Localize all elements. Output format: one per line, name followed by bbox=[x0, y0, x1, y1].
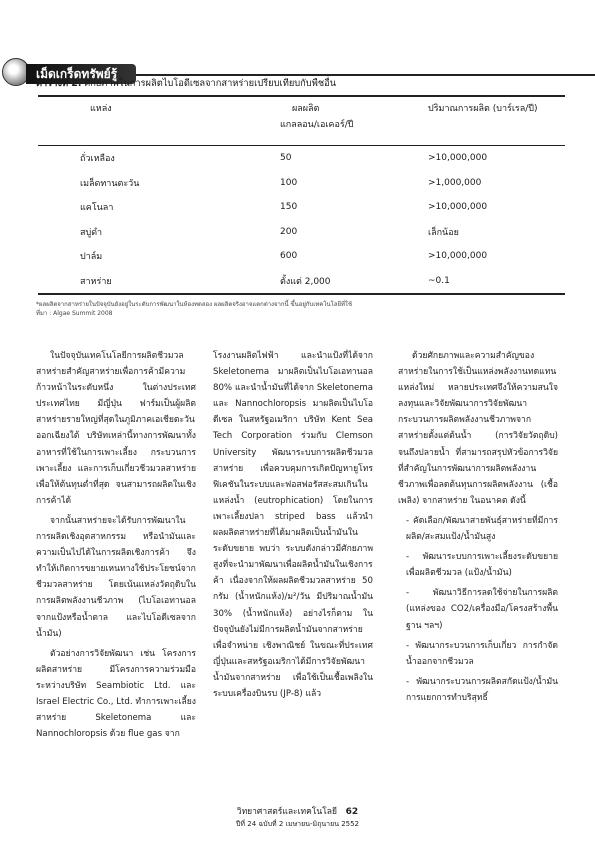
list-item: - พัฒนากระบวนการเก็บเกี่ยว การกำจัดน้ำออกจากชีวมวล bbox=[406, 640, 558, 667]
article-column-2 bbox=[213, 348, 373, 706]
cell-source: สาหร่าย bbox=[38, 269, 280, 295]
cell-source: สบู่ดำ bbox=[80, 227, 103, 238]
table-row bbox=[38, 269, 565, 295]
article-column-1 bbox=[36, 348, 196, 746]
page-number: 62 bbox=[345, 807, 359, 817]
cell-source: แคโนลา bbox=[80, 203, 114, 214]
list-item: - พัฒนาระบบการเพาะเลี้ยงระดับขยายเพื่อผลิตชีวมวล (แป้ง/น้ำมัน) bbox=[406, 552, 558, 579]
issue-info: ปีที่ 24 ฉบับที่ 2 เมษายน-มิถุนายน 2552 bbox=[235, 820, 360, 828]
cell-capacity: เล็กน้อย bbox=[428, 227, 459, 238]
table-row bbox=[38, 244, 565, 269]
paragraph: จากนั้นสาหร่ายจะได้รับการพัฒนาในการผลิตเชิงอุตสาหกรรม หรือนำมันและความเป็นไปได้ในการผลิตเชิงการค้า จึงทำให้เกิดการขยายเหนทางใช้ประโยชน์จากชีวมวลสาหร่าย โดยเน้นแหล่งวัตถุดิบในการผลิตพลังงานชีวภาพ (ไบโอเอทานอลจากแป้งหรือน้ำตาล และไบโอดีเซลจากน้ำมัน) bbox=[36, 515, 196, 639]
cell-source: ปาล์ม bbox=[80, 252, 103, 263]
footnote-source: ที่มา : Algae Summit 2008 bbox=[36, 310, 113, 317]
cell-capacity: >10,000,000 bbox=[428, 153, 488, 164]
header-yield-line1: ผลผลิต bbox=[292, 104, 320, 114]
page-footer bbox=[0, 804, 595, 830]
footer-line-1 bbox=[0, 804, 595, 818]
header-source: แหล่ง bbox=[38, 96, 280, 146]
table-row bbox=[38, 146, 565, 171]
footnote-note: *ผลผลิตจากสาหร่ายในปัจจุบันยังอยู่ในระดับการพัฒนาในห้องทดลอง ผลผลิตจริงอาจแตกต่างจากนี้ ขึ้นอยู่กับเทคโนโลยีที่ใช้ bbox=[36, 301, 353, 308]
cell-yield: 150 bbox=[280, 202, 298, 213]
table-footnote bbox=[36, 300, 556, 318]
page-header bbox=[0, 30, 595, 81]
article-column-3 bbox=[398, 348, 558, 710]
biodiesel-comparison-table bbox=[38, 95, 565, 295]
header-yield bbox=[280, 96, 390, 146]
cell-yield: 200 bbox=[280, 226, 298, 237]
cell-yield: 600 bbox=[280, 251, 298, 262]
header-capacity: ปริมาณการผลิต (บาร์เรล/ปี) bbox=[390, 96, 565, 146]
section-label: เม็ดเกร็ดทรัพย์รู้ bbox=[26, 64, 136, 84]
cell-capacity: >1,000,000 bbox=[428, 177, 482, 188]
cell-source: เมล็ดทานตะวัน bbox=[80, 178, 140, 189]
journal-name: วิทยาศาสตร์และเทคโนโลยี bbox=[236, 807, 337, 817]
cell-yield: 100 bbox=[280, 177, 298, 188]
header-yield-line2: แกลลอน/เอเคอร์/ปี bbox=[280, 120, 354, 130]
table-header-row bbox=[38, 96, 565, 146]
table-caption-number: ตารางที่ 2. bbox=[36, 78, 82, 89]
paragraph: ในปัจจุบันเทคโนโลยีการผลิตชีวมวลสาหร่ายสำคัญสาหร่ายเพื่อการค้ามีความก้าวหน้าในระดับหนึ่ง ในต่างประเทศ ประเทศไทย มีญี่ปุ่น ฟาร์มเป็นผู้ผลิตสาหร่ายรายใหญ่ที่สุดในภูมิภาคเอเชียตะวันออกเฉียงใต้ บริษัทเหล่านี้ทางการพัฒนาทั้งอาหารที่ใช้ในการเพาะเลี้ยง กระบวนการเพาะเลี้ยง และการเก็บเกี่ยวชีวมวลสาหร่าย เพื่อให้ต้นทุนต่ำที่สุด จนสามารถผลิตในเชิงการค้าได้ bbox=[36, 351, 196, 506]
cell-capacity: >10,000,000 bbox=[428, 202, 488, 213]
table-caption bbox=[36, 76, 566, 91]
paragraph: ตัวอย่างการวิจัยพัฒนา เช่น โครงการผลิตสาหร่าย มีโครงการความร่วมมือระหว่างบริษัท Seambiotic Ltd. และ Israel Electric Co., Ltd. ทำการเพาะเลี้ยงสาหร่าย Skeletonema และ Nannochloropsis ด้วย flue gas จาก bbox=[36, 648, 196, 740]
list-item: - คัดเลือก/พัฒนาสายพันธุ์สาหร่ายที่มีการผลิต/สะสมแป้ง/น้ำมันสูง bbox=[406, 515, 558, 543]
list-item: - พัฒนาวิธีการลดใช้จ่ายในการผลิต (แหล่งของ CO2/เครื่องมือ/โครงสร้างพื้นฐาน ฯลฯ) bbox=[406, 588, 558, 631]
table-row bbox=[38, 195, 565, 220]
paragraph: ด้วยศักยภาพและความสำคัญของสาหร่ายในการใช้เป็นแหล่งพลังงานทดแทนแหล่งใหม่ หลายประเทศจึงให้ความสนใจลงทุนและวิจัยพัฒนาการวิจัยพัฒนากระบวนการผลิตพลังงานชีวภาพจากสาหร่ายตั้งแต่ต้นน้ำ (การวิจัยวัตถุดิบ) จนถึงปลายน้ำ ที่สามารถสรุปหัวข้อการวิจัยที่สำคัญในการพัฒนาการผลิตพลังงานชีวภาพเพื่อลดต้นทุนการผลิตพลังงาน (เชื้อเพลิง) จากสาหร่าย ในอนาคต ดังนี้ bbox=[398, 351, 558, 506]
cell-capacity: ~0.1 bbox=[390, 269, 565, 295]
cell-capacity: >10,000,000 bbox=[428, 251, 488, 262]
cell-yield: 50 bbox=[280, 153, 292, 164]
table-caption-text: ศักยภาพในการผลิตไบโอดีเซลจากสาหร่ายเปรียบเทียบกับพืชอื่น bbox=[84, 78, 337, 89]
table-row bbox=[38, 171, 565, 196]
table-row bbox=[38, 220, 565, 245]
list-item: - พัฒนากระบวนการผลิตสกัดแป้ง/น้ำมัน การแยกการทำบริสุทธิ์ bbox=[406, 676, 558, 703]
paragraph: โรงงานผลิตไฟฟ้า และนำแป้งที่ได้จาก Skeletonema มาผลิตเป็นไบโอเอทานอล 80% และนำน้ำมันที่ได้จาก Skeletonema และ Nannochloropsis มาผลิตเป็นไบโอดีเซล ในสหรัฐอเมริกา บริษัท Kent Sea Tech Corporation ร่วมกับ Clemson University พัฒนาระบบการผลิตชีวมวลสาหร่าย เพื่อควบคุมการเกิดปัญหายูโทรฟิเคชันในระบบและฟอสฟอรัสสะสมเกินในแหล่งน้ำ (eutrophication) โดยในการเพาะเลี้ยงปลา striped bass แล้วนำผลผลิตสาหร่ายที่ได้มาผลิตเป็นน้ำมันในระดับขยาย พบว่า ระบบดังกล่าวมีศักยภาพสูงที่จะนำมาพัฒนาเพื่อผลิตน้ำมันในเชิงการค้า เนื่องจากให้ผลผลิตชีวมวลสาหร่าย 50 กรัม (น้ำหนักแห้ง)/ม²/วัน มีปริมาณน้ำมัน 30% (น้ำหนักแห้ง) อย่างไรก็ตาม ในปัจจุบันยังไม่มีการผลิตน้ำมันจากสาหร่ายเพื่อจำหน่าย เชิงพาณิชย์ ในขณะที่ประเทศญี่ปุ่นและสหรัฐอเมริกาได้มีการวิจัยพัฒนาน้ำมันจากสาหร่าย เพื่อใช้เป็นเชื้อเพลิงในระบบเครื่องบินรบ (JP-8) แล้ว bbox=[213, 351, 373, 699]
cell-source: ถั่วเหลือง bbox=[80, 154, 115, 165]
cell-yield: ตั้งแต่ 2,000 bbox=[280, 269, 390, 295]
